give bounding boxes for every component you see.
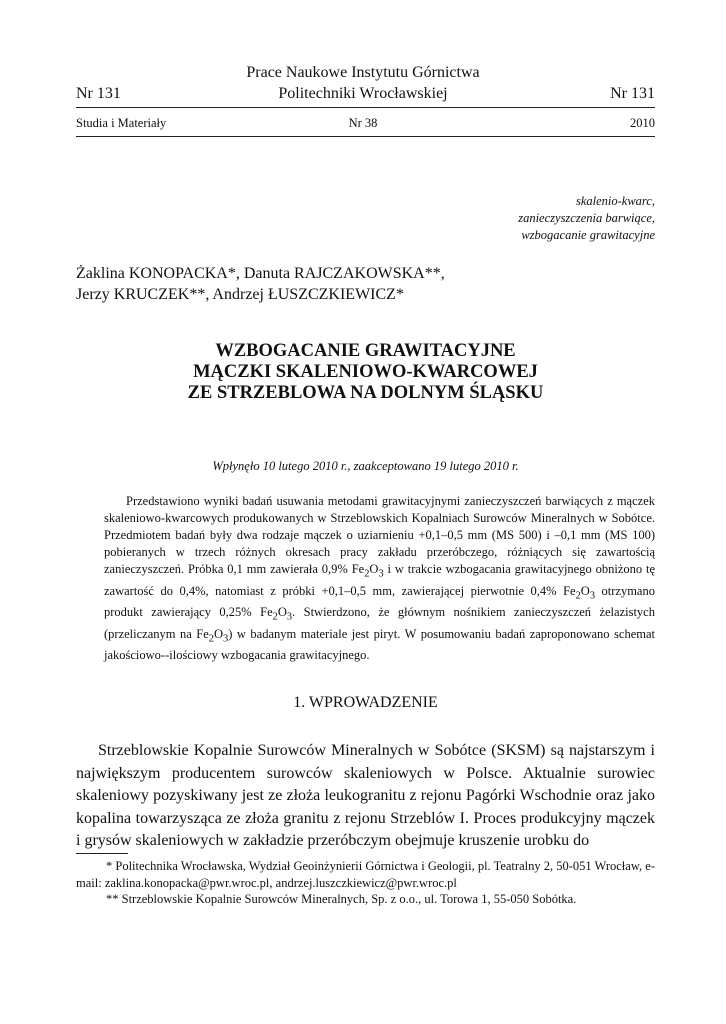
authors-line1: Żaklina KONOPACKA*, Danuta RAJCZAKOWSKA**,	[76, 265, 445, 282]
oxygen-symbol: O	[580, 583, 590, 598]
footnote-2: ** Strzeblowskie Kopalnie Surowców Mineralnych, Sp. z o.o., ul. Torowa 1, 55-050 Sobótka.	[106, 892, 577, 906]
header-rule-top	[76, 107, 655, 108]
title-line2: MĄCZKI SKALENIOWO-KWARCOWEJ	[193, 362, 538, 382]
abstract-part: i w trakcie wzbogacania grawitacyjnego obniżono tę zawartość do 0,4%, natomiast z próbki +0,1–0,5 mm, zawierającej pierwotnie 0,4% Fe	[104, 562, 655, 598]
received-date: Wpłynęło 10 lutego 2010 r., zaakceptowano 19 lutego 2010 r.	[212, 459, 519, 473]
oxygen-symbol: O	[214, 626, 224, 641]
authors-line2: Jerzy KRUCZEK**, Andrzej ŁUSZCZKIEWICZ*	[76, 286, 404, 303]
subscript: 2	[272, 611, 278, 623]
header-left-number: Nr 131	[76, 85, 121, 102]
keyword: zanieczyszczenia barwiące,	[518, 211, 655, 225]
oxygen-symbol: O	[277, 605, 287, 619]
authors-block	[76, 263, 445, 305]
intro-paragraph: Strzeblowskie Kopalnie Surowców Mineralnych w Sobótce (SKSM) są najstarszym i największym producentem surowców skaleniowych w Polsce. Aktualnie surowiec skaleniowy pozyskiwany jest ze złoża leukogranitu z rejonu Pagórki Wschodnie oraz jako kopalina towarzysząca ze złoża granitu z rejonu Strzeblów I. Proces produkcyjny mączek i grysów skaleniowych w zakładzie przeróbczym obejmuje kruszenie urobku do	[76, 742, 655, 849]
series-name: Studia i Materiały	[76, 116, 167, 130]
subscript: 2	[208, 633, 214, 644]
publication-year: 2010	[630, 116, 655, 130]
title-line3: ZE STRZEBLOWA NA DOLNYM ŚLĄSKU	[187, 383, 544, 403]
abstract-part: Przedstawiono wyniki badań usuwania metodami grawitacyjnymi zanieczyszczeń barwiących z mączek skaleniowo-kwarcowych produkowanych w Strzeblowskich Kopalniach Surowców Mineralnych w Sobótce. Przedmiotem badań były dwa rodzaje mączek o uziarnieniu +0,1–0,5 mm (MS 500) i –0,1 mm (MS 100) pobieranych w trzech różnych okresach pracy zakładu przeróbczego, różniących się zawartością zanieczyszczeń. Próbka 0,1 mm zawierała 0,9% Fe	[104, 494, 655, 576]
abstract-part: otrzymano produkt zawierający 0,25% Fe	[104, 583, 655, 619]
footnote-1: * Politechnika Wrocławska, Wydział Geoinżynierii Górnictwa i Geologii, pl. Teatralny 2, 50-051 Wrocław, e-mail: zaklina.konopacka@pwr.wroc.pl, andrzej.luszczkiewicz@pwr.wroc.pl	[76, 859, 655, 890]
journal-title-line2: Politechniki Wrocławskiej	[278, 85, 448, 102]
keyword: skalenio-kwarc,	[575, 194, 655, 208]
header-right-number: Nr 131	[610, 85, 655, 102]
abstract-part: ) w badanym materiale jest piryt. W posumowaniu badań zaproponowano schemat jakościowo--ilościowy wzbogacania grawitacyjnego.	[104, 626, 655, 662]
keywords-block	[518, 193, 655, 244]
journal-title-line1: Prace Naukowe Instytutu Górnictwa	[246, 64, 480, 81]
header-rule-bottom	[76, 136, 655, 137]
subscript: 3	[223, 633, 229, 644]
intro-body	[76, 740, 655, 853]
subscript: 3	[589, 590, 596, 601]
paper-title	[76, 341, 655, 404]
abstract	[104, 493, 655, 664]
footnote-rule	[76, 853, 128, 854]
subscript: 2	[364, 568, 370, 580]
oxygen-symbol: O	[369, 562, 379, 576]
footnotes	[76, 858, 655, 908]
title-line1: WZBOGACANIE GRAWITACYJNE	[215, 341, 516, 361]
abstract-part: . Stwierdzono, że głównym nośnikiem zanieczyszczeń żelazistych (przeliczanym na Fe	[104, 605, 655, 641]
subscript: 3	[378, 568, 384, 580]
keyword: wzbogacanie grawitacyjne	[521, 228, 655, 242]
subscript: 2	[575, 590, 581, 601]
section-heading: 1. WPROWADZENIE	[293, 694, 438, 711]
series-number: Nr 38	[348, 116, 378, 130]
abstract-text	[104, 493, 655, 664]
subscript: 3	[286, 611, 293, 623]
